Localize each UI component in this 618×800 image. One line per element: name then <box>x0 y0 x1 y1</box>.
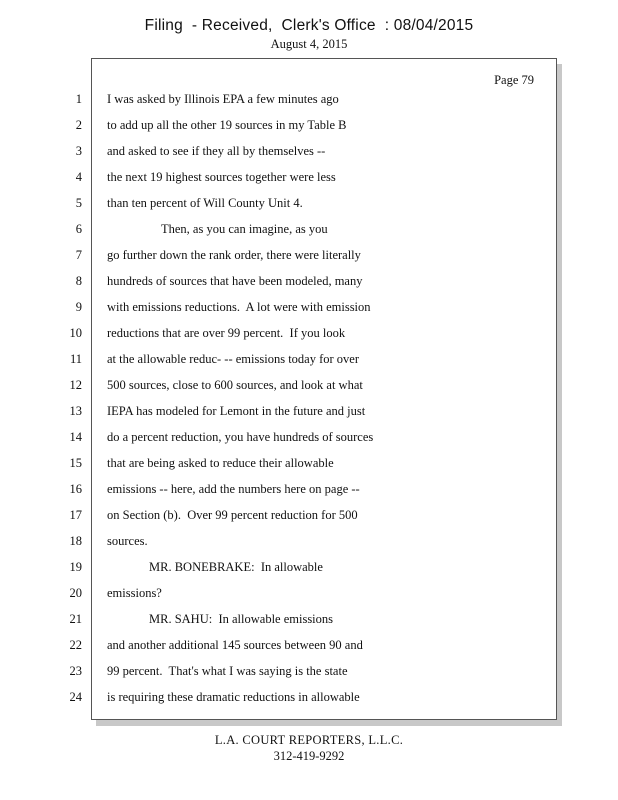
transcript-line <box>0 326 618 352</box>
transcript-line <box>0 482 618 508</box>
reporter-company: L.A. COURT REPORTERS, L.L.C. <box>214 733 404 747</box>
transcript-line <box>0 586 618 612</box>
line-text: 99 percent. That's what I was saying is the state <box>107 664 348 678</box>
line-number: 20 <box>69 586 82 600</box>
line-number: 11 <box>69 352 82 366</box>
line-text: the next 19 highest sources together were less <box>107 170 336 184</box>
line-text: IEPA has modeled for Lemont in the future and just <box>107 404 366 418</box>
line-number: 23 <box>69 664 82 678</box>
transcript-line <box>0 612 618 638</box>
transcript-line <box>0 248 618 274</box>
line-number: 10 <box>69 326 82 340</box>
line-number: 24 <box>69 690 82 704</box>
transcript-line <box>0 456 618 482</box>
line-number: 17 <box>69 508 82 522</box>
transcript-line <box>0 534 618 560</box>
line-text: than ten percent of Will County Unit 4. <box>107 196 303 210</box>
transcript-line <box>0 430 618 456</box>
line-text: at the allowable reduc- -- emissions today for over <box>107 352 359 366</box>
line-text: on Section (b). Over 99 percent reduction for 500 <box>107 508 358 522</box>
line-number: 4 <box>75 170 82 184</box>
line-text: emissions? <box>107 586 162 600</box>
line-text: I was asked by Illinois EPA a few minutes ago <box>107 92 339 106</box>
line-number: 12 <box>69 378 82 392</box>
line-number: 18 <box>69 534 82 548</box>
transcript-line <box>0 222 618 248</box>
transcript-line <box>0 664 618 690</box>
line-text: MR. SAHU: In allowable emissions <box>149 612 334 626</box>
line-text: is requiring these dramatic reductions in allowable <box>107 690 360 704</box>
line-number: 14 <box>69 430 82 444</box>
line-text: emissions -- here, add the numbers here on page -- <box>107 482 360 496</box>
line-number: 5 <box>75 196 82 210</box>
line-number: 15 <box>69 456 82 470</box>
line-text: do a percent reduction, you have hundreds of sources <box>107 430 374 444</box>
line-text: to add up all the other 19 sources in my Table B <box>107 118 347 132</box>
transcript-line <box>0 690 618 716</box>
transcript-line <box>0 352 618 378</box>
line-text: go further down the rank order, there were literally <box>107 248 361 262</box>
line-text: hundreds of sources that have been modeled, many <box>107 274 363 288</box>
line-number: 22 <box>69 638 82 652</box>
line-text: that are being asked to reduce their allowable <box>107 456 334 470</box>
line-number: 1 <box>75 92 82 106</box>
line-number: 8 <box>75 274 82 288</box>
line-text: sources. <box>107 534 148 548</box>
line-text: and asked to see if they all by themselves -- <box>107 144 326 158</box>
transcript-line <box>0 118 618 144</box>
transcript-line <box>0 560 618 586</box>
transcript-line <box>0 92 618 118</box>
line-text: Then, as you can imagine, as you <box>161 222 328 236</box>
line-number: 16 <box>69 482 82 496</box>
transcript-line <box>0 638 618 664</box>
line-number: 6 <box>75 222 82 236</box>
transcript-line <box>0 300 618 326</box>
transcript-line <box>0 170 618 196</box>
transcript-line <box>0 274 618 300</box>
line-text: MR. BONEBRAKE: In allowable <box>149 560 323 574</box>
transcript-line <box>0 144 618 170</box>
line-number: 3 <box>75 144 82 158</box>
filing-stamp: Filing - Received, Clerk's Office : 08/04/2015 <box>144 17 474 34</box>
page-number: Page 79 <box>494 73 534 87</box>
line-text: 500 sources, close to 600 sources, and look at what <box>107 378 363 392</box>
line-number: 19 <box>69 560 82 574</box>
line-text: with emissions reductions. A lot were with emission <box>107 300 371 314</box>
line-number: 13 <box>69 404 82 418</box>
line-number: 7 <box>75 248 82 262</box>
transcript-date: August 4, 2015 <box>270 37 348 51</box>
reporter-phone: 312-419-9292 <box>273 749 345 763</box>
line-text: reductions that are over 99 percent. If you look <box>107 326 346 340</box>
transcript-line <box>0 404 618 430</box>
transcript-line <box>0 508 618 534</box>
line-number: 21 <box>69 612 82 626</box>
line-number: 9 <box>75 300 82 314</box>
transcript-line <box>0 378 618 404</box>
line-number: 2 <box>75 118 82 132</box>
line-text: and another additional 145 sources between 90 and <box>107 638 363 652</box>
transcript-line <box>0 196 618 222</box>
